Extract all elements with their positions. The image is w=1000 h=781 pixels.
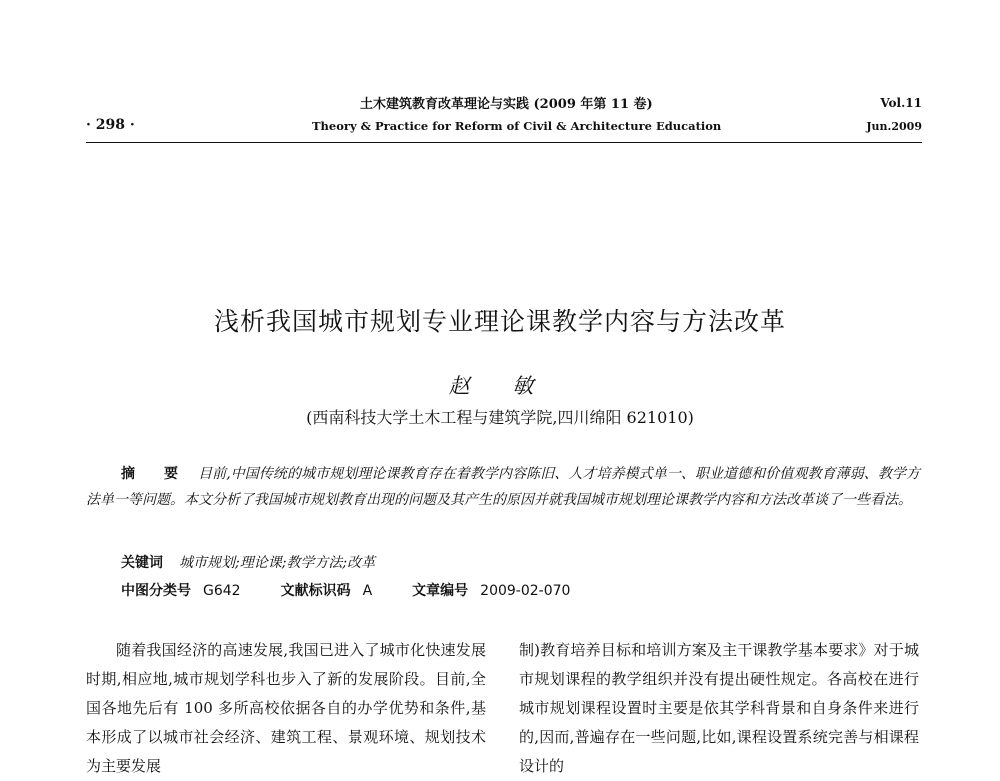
keywords-label: 关键词 [121,555,163,571]
clc-label: 中图分类号 [121,583,191,599]
body-column-left [86,636,486,781]
keywords-text: 城市规划;理论课;教学方法;改革 [179,555,376,571]
classification-line [121,580,570,600]
article-author: 赵 敏 [448,374,552,398]
journal-title-cn: 土木建筑教育改革理论与实践 (2009 年第 11 卷) [360,97,653,112]
header-rule [86,142,922,143]
article-title: 浅析我国城市规划专业理论课教学内容与方法改革 [213,307,786,336]
keywords [121,552,375,572]
issue-date: Jun.2009 [866,120,922,133]
journal-title-en: Theory & Practice for Reform of Civil & Architecture Education [312,119,722,133]
volume-label: Vol.11 [880,96,922,110]
abstract [86,461,920,513]
body-column-right [519,636,919,781]
doc-code-value: A [362,583,373,599]
abstract-label: 摘 要 [121,466,191,482]
article-id-label: 文章编号 [412,583,469,599]
body-paragraph: 随着我国经济的高速发展,我国已进入了城市化快速发展时期,相应地,城市规划学科也步入了新的发展阶段。目前,全国各地先后有 100 多所高校依据各自的办学优势和条件,基本形成了以城市社会经济、建筑工程、景观环境、规划技术为主要发展 [86,641,486,775]
doc-code-label: 文献标识码 [280,583,351,599]
body-paragraph: 制)教育培养目标和培训方案及主干课教学基本要求》对于城市规划课程的教学组织并没有提出硬性规定。各高校在进行城市规划课程设置时主要是依其学科背景和自身条件来进行的,因而,普遍存在一些问题,比如,课程设置系统完善与相课程设计的 [519,641,919,775]
clc-value: G642 [203,583,241,599]
author-affiliation: (西南科技大学土木工程与建筑学院,四川绵阳 621010) [306,408,694,427]
article-id-value: 2009-02-070 [480,583,571,599]
abstract-text: 目前,中国传统的城市规划理论课教育存在着教学内容陈旧、人才培养模式单一、职业道德和价值观教育薄弱、教学方法单一等问题。本文分析了我国城市规划教育出现的问题及其产生的原因并就我国城市规划理论课教学内容和方法改革谈了一些看法。 [86,466,920,508]
page-number: · 298 · [86,117,135,133]
